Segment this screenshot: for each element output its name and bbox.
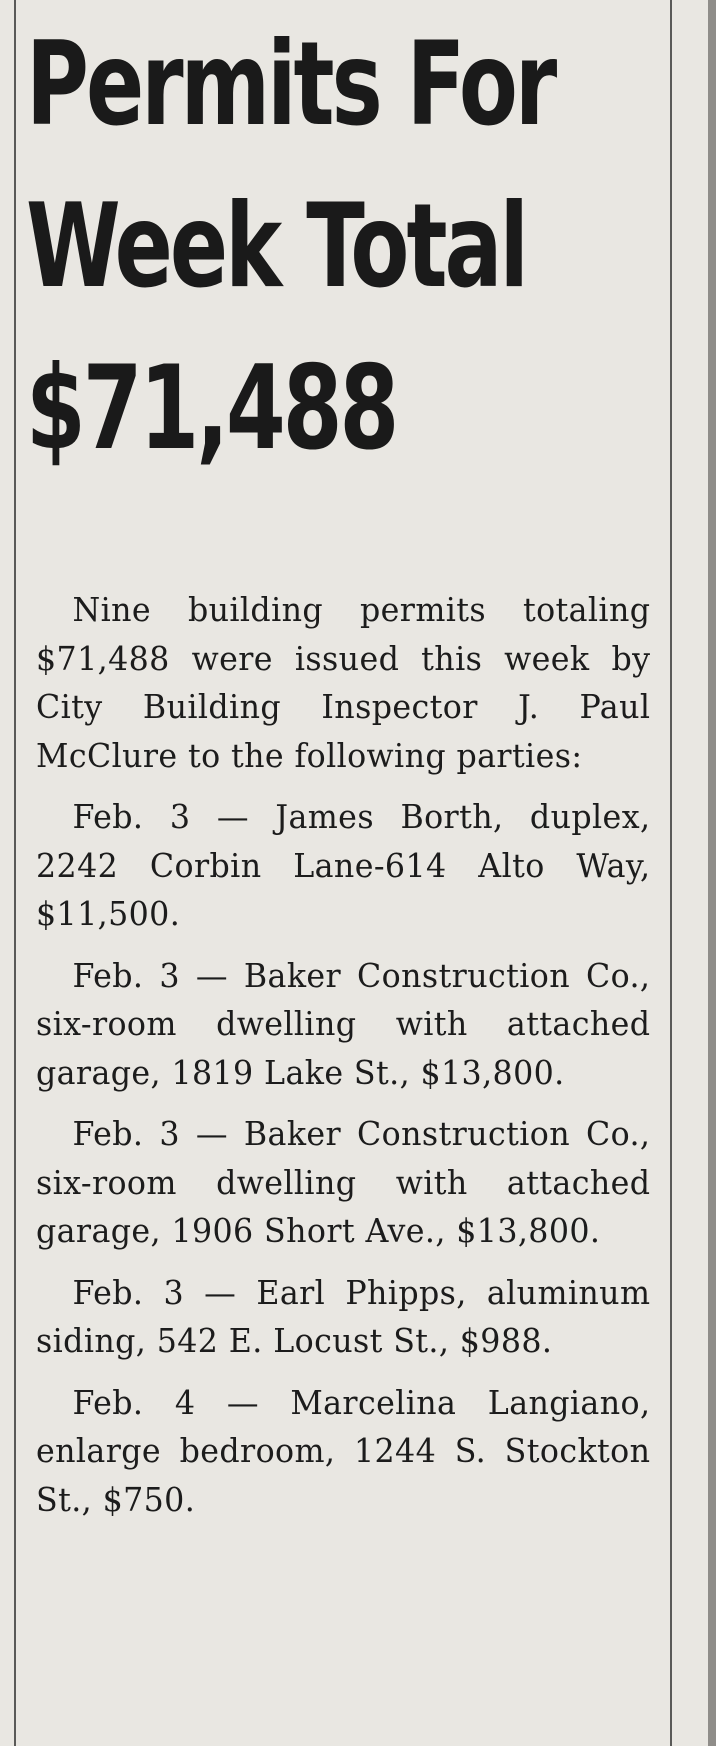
- page-edge: [708, 0, 716, 1746]
- article-headline: [26, 0, 555, 490]
- intro-paragraph: Nine building permits totaling $71,488 were issued this week by City Building Inspector J. Paul McClure to the following parties:: [36, 590, 651, 775]
- headline-line-2: Week Total: [26, 179, 526, 314]
- headline-line-1: Permits For: [26, 17, 555, 152]
- article-column: [26, 0, 676, 490]
- permit-entry: Feb. 3 — James Borth, duplex, 2242 Corbin Lane-614 Alto Way, $11,500.: [36, 797, 651, 933]
- permit-entry: Feb. 3 — Earl Phipps, aluminum siding, 542 E. Locust St., $988.: [36, 1272, 651, 1360]
- permit-entry: Feb. 3 — Baker Construction Co., six-room dwelling with attached garage, 1906 Short Ave., $13,800.: [36, 1114, 651, 1250]
- article-body: [36, 586, 650, 1537]
- headline-line-3: $71,488: [26, 341, 397, 476]
- column-rule-left: [14, 0, 16, 1746]
- permit-entry: Feb. 3 — Baker Construction Co., six-room dwelling with attached garage, 1819 Lake St., $13,800.: [36, 955, 651, 1092]
- permit-entry: Feb. 4 — Marcelina Langiano, enlarge bedroom, 1244 S. Stockton St., $750.: [36, 1382, 651, 1519]
